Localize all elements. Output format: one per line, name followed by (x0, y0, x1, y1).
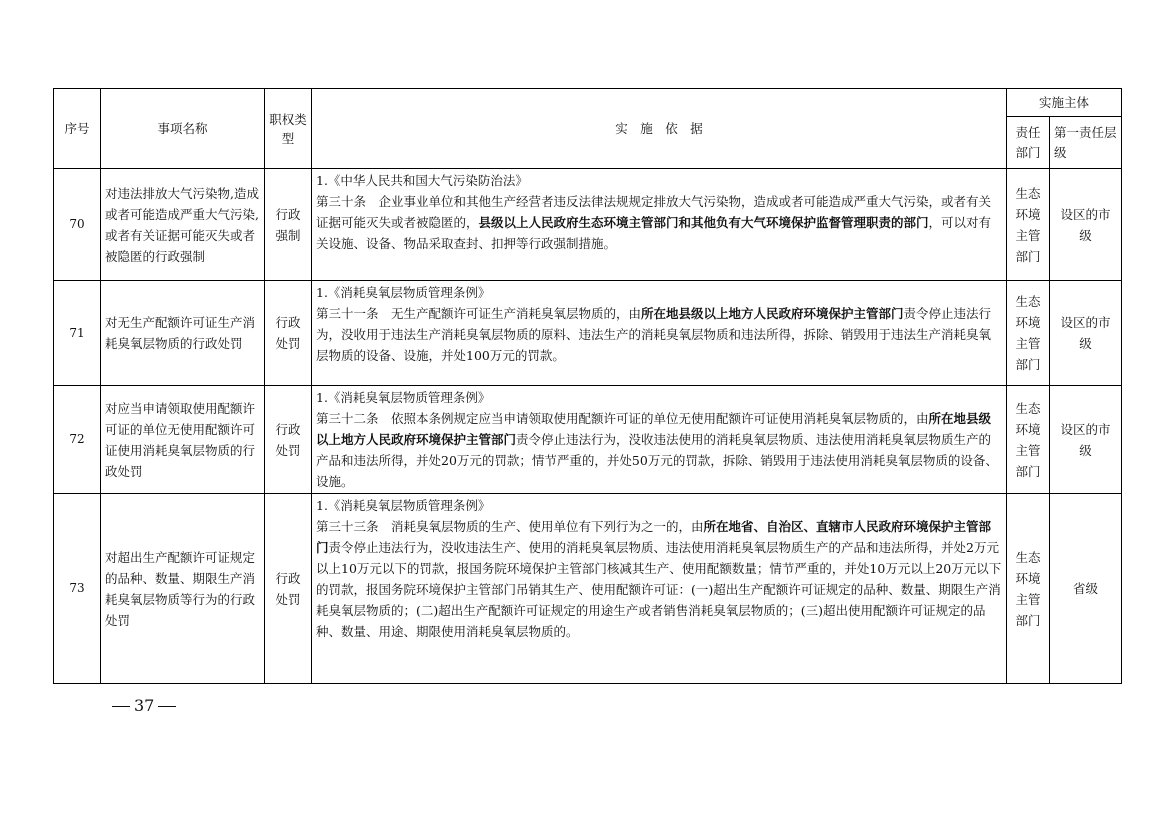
table-row (54, 281, 1122, 386)
row-number: 73 (54, 494, 101, 684)
basis-text-end: 责令停止违法行为，没收用于违法生产消耗臭氧层物质的原料、违法生产的消耗臭氧层物质和违法所得，拆除、销毁用于违法生产消耗臭氧层物质的设备、设施，并处100万元的罚款。 (316, 306, 992, 363)
header-basis: 实 施 依 据 (312, 89, 1007, 169)
header-row (54, 89, 1122, 117)
page-dash-left (112, 706, 130, 707)
item-name: 对无生产配额许可证生产消耗臭氧层物质的行政处罚 (101, 281, 265, 386)
table-row (54, 386, 1122, 494)
header-type: 职权类型 (265, 89, 312, 169)
basis-text: 第三十条 企业事业单位和其他生产经营者违反法律法规规定排放大气污染物，造成或者可能造成严重大气污染，或者有关证据可能灭失或者被隐匿的， (316, 194, 992, 230)
row-number: 70 (54, 169, 101, 281)
basis-law-title: 1.《消耗臭氧层物质管理条例》 (316, 390, 491, 405)
item-name: 对超出生产配额许可证规定的品种、数量、期限生产消耗臭氧层物质等行为的行政处罚 (101, 494, 265, 684)
responsibility-level: 设区的市级 (1050, 169, 1122, 281)
responsibility-level: 设区的市级 (1050, 386, 1122, 494)
page-number (108, 696, 180, 715)
basis-text-end: 责令停止违法行为，没收违法使用的消耗臭氧层物质、违法使用消耗臭氧层物质生产的产品和违法所得，并处20万元的罚款；情节严重的，并处50万元的罚款，拆除、销毁用于违法使用消耗臭氧层物质的设备、设施。 (316, 432, 998, 489)
basis-authority: 所在地县级以上地方人民政府环境保护主管部门 (641, 306, 904, 321)
header-no: 序号 (54, 89, 101, 169)
basis-law-title: 1.《消耗臭氧层物质管理条例》 (316, 498, 491, 513)
row-number: 72 (54, 386, 101, 494)
responsible-dept: 生态环境主管部门 (1007, 281, 1050, 386)
responsible-dept: 生态环境主管部门 (1007, 169, 1050, 281)
basis-law-title: 1.《中华人民共和国大气污染防治法》 (316, 173, 528, 188)
authority-type: 行政处罚 (265, 386, 312, 494)
basis-authority: 县级以上人民政府生态环境主管部门和其他负有大气环境保护监督管理职责的部门 (478, 215, 929, 230)
responsible-dept: 生态环境主管部门 (1007, 494, 1050, 684)
responsibility-level: 设区的市级 (1050, 281, 1122, 386)
enforcement-table (53, 88, 1122, 684)
basis-text-end: ，可以对有关设施、设备、物品采取查封、扣押等行政强制措施。 (316, 215, 992, 251)
responsible-dept: 生态环境主管部门 (1007, 386, 1050, 494)
basis-text-end: 责令停止违法行为，没收违法生产、使用的消耗臭氧层物质、违法使用消耗臭氧层物质生产的产品和违法所得，并处2万元以上10万元以下的罚款，报国务院环境保护主管部门核减其生产、使用配额数量；情节严重的，并处10万元以上20万元以下的罚款，报国务院环境保护主管部门吊销其生产、使用配额许可证：(一)超出生产配额许可证规定的品种、数量、期限生产消耗臭氧层物质的；(二)超出生产配额许可证规定的用途生产或者销售消耗臭氧层物质的；(三)超出使用配额许可证规定的品种、数量、用途、期限使用消耗臭氧层物质的。 (316, 540, 1002, 639)
legal-basis (312, 169, 1007, 281)
authority-type: 行政处罚 (265, 281, 312, 386)
table-row (54, 169, 1122, 281)
authority-type: 行政处罚 (265, 494, 312, 684)
row-number: 71 (54, 281, 101, 386)
item-name: 对违法排放大气污染物,造成或者可能造成严重大气污染,或者有关证据可能灭失或者被隐匿的行政强制 (101, 169, 265, 281)
header-subject: 实施主体 (1007, 89, 1122, 117)
legal-basis (312, 281, 1007, 386)
item-name: 对应当申请领取使用配额许可证的单位无使用配额许可证使用消耗臭氧层物质的行政处罚 (101, 386, 265, 494)
page-number-value: 37 (134, 696, 155, 715)
legal-basis (312, 494, 1007, 684)
authority-type: 行政强制 (265, 169, 312, 281)
header-level: 第一责任层级 (1050, 117, 1122, 169)
page-dash-right (158, 706, 176, 707)
basis-text: 第三十一条 无生产配额许可证生产消耗臭氧层物质的，由 (316, 306, 642, 321)
header-dept: 责任部门 (1007, 117, 1050, 169)
legal-basis (312, 386, 1007, 494)
basis-text: 第三十三条 消耗臭氧层物质的生产、使用单位有下列行为之一的，由 (316, 519, 704, 534)
basis-authority: 所在地县级以上地方人民政府环境保护主管部门 (316, 411, 992, 447)
header-name: 事项名称 (101, 89, 265, 169)
basis-authority: 所在地省、自治区、直辖市人民政府环境保护主管部门 (316, 519, 992, 555)
table-row (54, 494, 1122, 684)
basis-text: 第三十二条 依照本条例规定应当申请领取使用配额许可证的单位无使用配额许可证使用消耗臭氧层物质的，由 (316, 411, 929, 426)
responsibility-level: 省级 (1050, 494, 1122, 684)
basis-law-title: 1.《消耗臭氧层物质管理条例》 (316, 285, 491, 300)
